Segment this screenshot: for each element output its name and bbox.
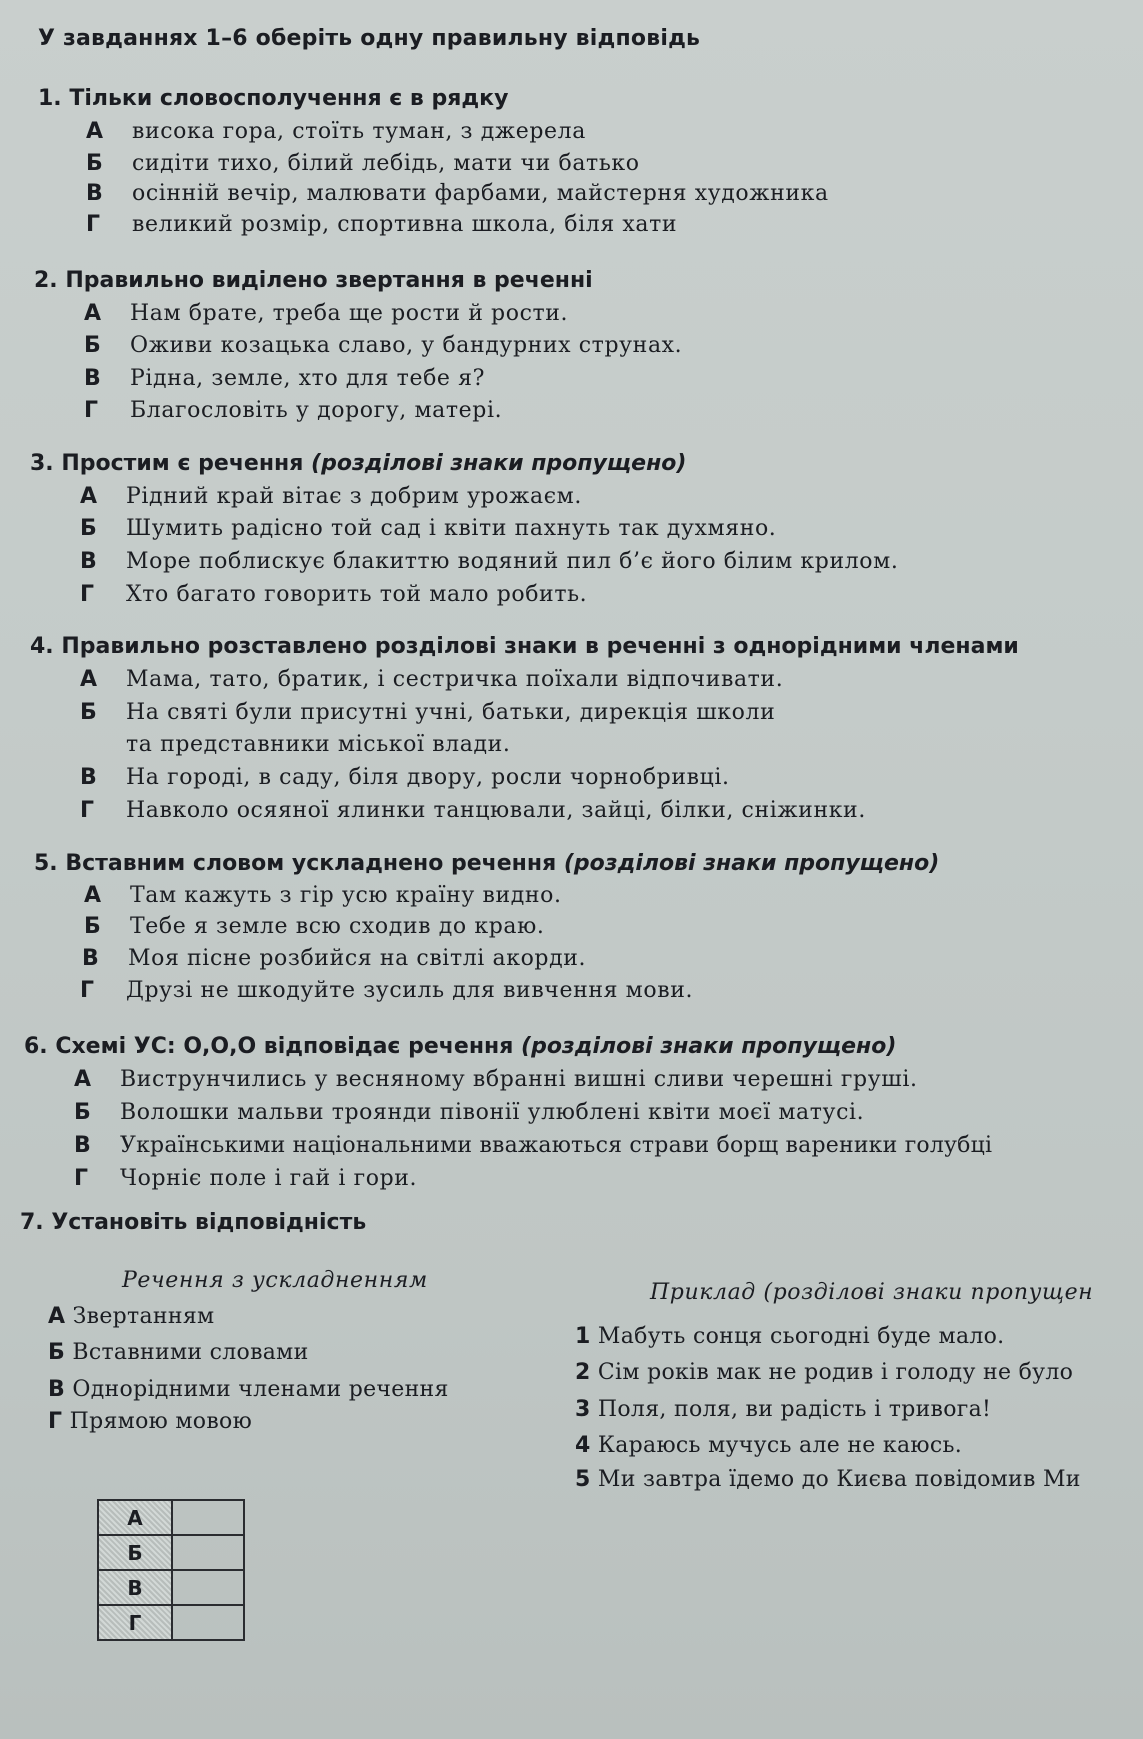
question-6-option-b — [74, 1100, 864, 1125]
option-letter: А — [80, 667, 98, 692]
question-6-option-d — [74, 1166, 417, 1191]
option-letter: Б — [74, 1100, 91, 1125]
match-key: А — [48, 1304, 66, 1329]
question-4-option-c — [80, 765, 730, 790]
option-letter: А — [86, 119, 104, 144]
option-text: Чорніє поле і гай і гори. — [120, 1166, 418, 1191]
question-1-option-b — [86, 151, 640, 176]
match-text: Поля, поля, ви радість і тривога! — [597, 1397, 992, 1422]
option-letter: В — [80, 765, 97, 790]
question-6-title — [24, 1034, 896, 1059]
option-letter: Б — [84, 914, 101, 939]
answer-row-label: Б — [98, 1535, 172, 1570]
question-title-text: 4. Правильно розставлено розділові знаки в реченні з однорідними членами — [30, 634, 1019, 659]
option-letter: Г — [84, 398, 99, 423]
match-left-item-c — [48, 1377, 449, 1402]
answer-cell[interactable] — [172, 1535, 244, 1570]
match-key: 4 — [575, 1433, 591, 1458]
match-left-item-a — [48, 1304, 214, 1329]
question-5-option-b — [84, 914, 544, 939]
match-key: Г — [48, 1409, 63, 1434]
question-3-option-b — [80, 516, 776, 541]
instruction-heading: У завданнях 1–6 оберіть одну правильну відповідь — [38, 26, 701, 51]
match-key: 2 — [575, 1360, 591, 1385]
option-letter: А — [74, 1067, 92, 1092]
right-column-header: Приклад (розділові знаки пропущен — [650, 1280, 1094, 1305]
option-letter: Б — [86, 151, 103, 176]
option-text: Хто багато говорить той мало робить. — [126, 582, 588, 607]
option-text: На святі були присутні учні, батьки, дирекція школи — [126, 700, 776, 725]
question-3-option-a — [80, 484, 582, 509]
option-letter: Г — [86, 212, 101, 237]
question-1-option-d — [86, 212, 677, 237]
match-text: Караюсь мучусь але не каюсь. — [597, 1433, 963, 1458]
option-text: Там кажуть з гір усю країну видно. — [130, 883, 562, 908]
option-text: Рідна, земле, хто для тебе я? — [130, 366, 485, 391]
question-3-option-c — [80, 549, 898, 574]
question-1-option-a — [86, 119, 586, 144]
option-text: осінній вечір, малювати фарбами, майстерня художника — [132, 181, 829, 206]
option-letter: В — [84, 366, 101, 391]
option-text: Нам брате, треба ще рости й рости. — [130, 301, 569, 326]
question-5-option-a — [84, 883, 562, 908]
answer-row — [98, 1500, 244, 1535]
match-text: Вставними словами — [72, 1340, 309, 1365]
option-text: великий розмір, спортивна школа, біля хати — [132, 212, 678, 237]
question-1-option-c — [86, 181, 829, 206]
match-right-item-3 — [575, 1397, 991, 1422]
option-text: Волошки мальви троянди півонії улюблені квіти моєї матусі. — [120, 1100, 865, 1125]
question-3-option-d — [80, 582, 587, 607]
question-4-option-b-continuation: та представники міської влади. — [126, 732, 511, 757]
match-key: 3 — [575, 1397, 591, 1422]
match-right-item-4 — [575, 1433, 962, 1458]
option-letter: В — [80, 549, 97, 574]
question-6-option-a — [74, 1067, 918, 1092]
match-text: Звертанням — [72, 1304, 215, 1329]
option-letter: Г — [80, 978, 95, 1003]
answer-row-label: Г — [98, 1605, 172, 1640]
option-letter: А — [80, 484, 98, 509]
option-text: сидіти тихо, білий лебідь, мати чи батько — [132, 151, 640, 176]
match-key: В — [48, 1377, 66, 1402]
match-text: Однорідними членами речення — [72, 1377, 449, 1402]
question-2-option-d — [84, 398, 502, 423]
match-key: 5 — [575, 1467, 591, 1492]
question-4-option-b — [80, 700, 775, 725]
match-right-item-1 — [575, 1324, 1004, 1349]
question-1-title — [38, 86, 508, 111]
option-letter: В — [86, 181, 103, 206]
option-letter: Г — [80, 798, 95, 823]
answer-cell[interactable] — [172, 1570, 244, 1605]
option-letter: Б — [80, 516, 97, 541]
option-text: Українськими національними вважаються страви борщ вареники голубці — [120, 1133, 993, 1158]
question-4-option-d — [80, 798, 866, 823]
option-text: Моя пісне розбийся на світлі акорди. — [128, 946, 587, 971]
question-5-title — [34, 851, 939, 876]
question-2-title — [34, 268, 593, 293]
option-text: Тебе я земле всю сходив до краю. — [130, 914, 545, 939]
left-column-header: Речення з ускладненням — [122, 1268, 428, 1293]
question-5-option-c — [82, 946, 586, 971]
answer-row-label: А — [98, 1500, 172, 1535]
match-text: Сім років мак не родив і голоду не було — [597, 1360, 1074, 1385]
match-right-item-2 — [575, 1360, 1073, 1385]
option-text: Мама, тато, братик, і сестричка поїхали відпочивати. — [126, 667, 784, 692]
answer-row-label: В — [98, 1570, 172, 1605]
match-text: Ми завтра їдемо до Києва повідомив Ми — [597, 1467, 1081, 1492]
answer-row — [98, 1570, 244, 1605]
question-title-text: 5. Вставним словом ускладнено речення — [34, 851, 564, 876]
question-note: (розділові знаки пропущено) — [521, 1034, 897, 1059]
question-4-option-a — [80, 667, 783, 692]
question-3-title — [30, 451, 686, 476]
question-title-text: 3. Простим є речення — [30, 451, 312, 476]
option-text: висока гора, стоїть туман, з джерела — [132, 119, 586, 144]
question-2-option-a — [84, 301, 568, 326]
answer-grid — [97, 1499, 245, 1641]
match-key: Б — [48, 1340, 66, 1365]
option-letter: В — [74, 1133, 91, 1158]
question-5-option-d — [80, 978, 693, 1003]
option-letter: А — [84, 301, 102, 326]
match-key: 1 — [575, 1324, 591, 1349]
question-note: (розділові знаки пропущено) — [563, 851, 940, 876]
option-text: Море поблискує блакиттю водяний пил б’є його білим крилом. — [126, 549, 899, 574]
question-7-title: 7. Установіть відповідність — [20, 1210, 367, 1235]
answer-cell[interactable] — [172, 1605, 244, 1640]
answer-cell[interactable] — [172, 1500, 244, 1535]
option-letter: А — [84, 883, 102, 908]
question-note: (розділові знаки пропущено) — [311, 451, 687, 476]
option-text: Благословіть у дорогу, матері. — [130, 398, 503, 423]
question-title-text: 1. Тільки словосполучення є в рядку — [38, 86, 509, 111]
question-title-text: 2. Правильно виділено звертання в реченні — [34, 268, 593, 293]
answer-row — [98, 1605, 244, 1640]
option-text: Виструнчились у весняному вбранні вишні сливи черешні груші. — [120, 1067, 918, 1092]
question-2-option-b — [84, 333, 682, 358]
option-text: Друзі не шкодуйте зусиль для вивчення мови. — [126, 978, 694, 1003]
question-2-option-c — [84, 366, 485, 391]
match-text: Мабуть сонця сьогодні буде мало. — [597, 1324, 1005, 1349]
match-left-item-d — [48, 1409, 252, 1434]
question-4-title — [30, 634, 1019, 659]
answer-row — [98, 1535, 244, 1570]
match-right-item-5 — [575, 1467, 1081, 1492]
option-letter: Г — [80, 582, 95, 607]
option-letter: В — [82, 946, 99, 971]
option-letter: Б — [84, 333, 101, 358]
question-6-option-c — [74, 1133, 992, 1158]
option-letter: Г — [74, 1166, 89, 1191]
match-left-item-b — [48, 1340, 309, 1365]
option-text: Рідний край вітає з добрим урожаєм. — [126, 484, 582, 509]
option-text: Оживи козацька славо, у бандурних струнах. — [130, 333, 683, 358]
option-text: Навколо осяяної ялинки танцювали, зайці, білки, сніжинки. — [126, 798, 866, 823]
option-text: На городі, в саду, біля двору, росли чорнобривці. — [126, 765, 730, 790]
option-text: Шумить радісно той сад і квіти пахнуть так духмяно. — [126, 516, 777, 541]
option-letter: Б — [80, 700, 97, 725]
question-title-text: 6. Схемі УС: О,О,О відповідає речення — [24, 1034, 522, 1059]
match-text: Прямою мовою — [69, 1409, 253, 1434]
